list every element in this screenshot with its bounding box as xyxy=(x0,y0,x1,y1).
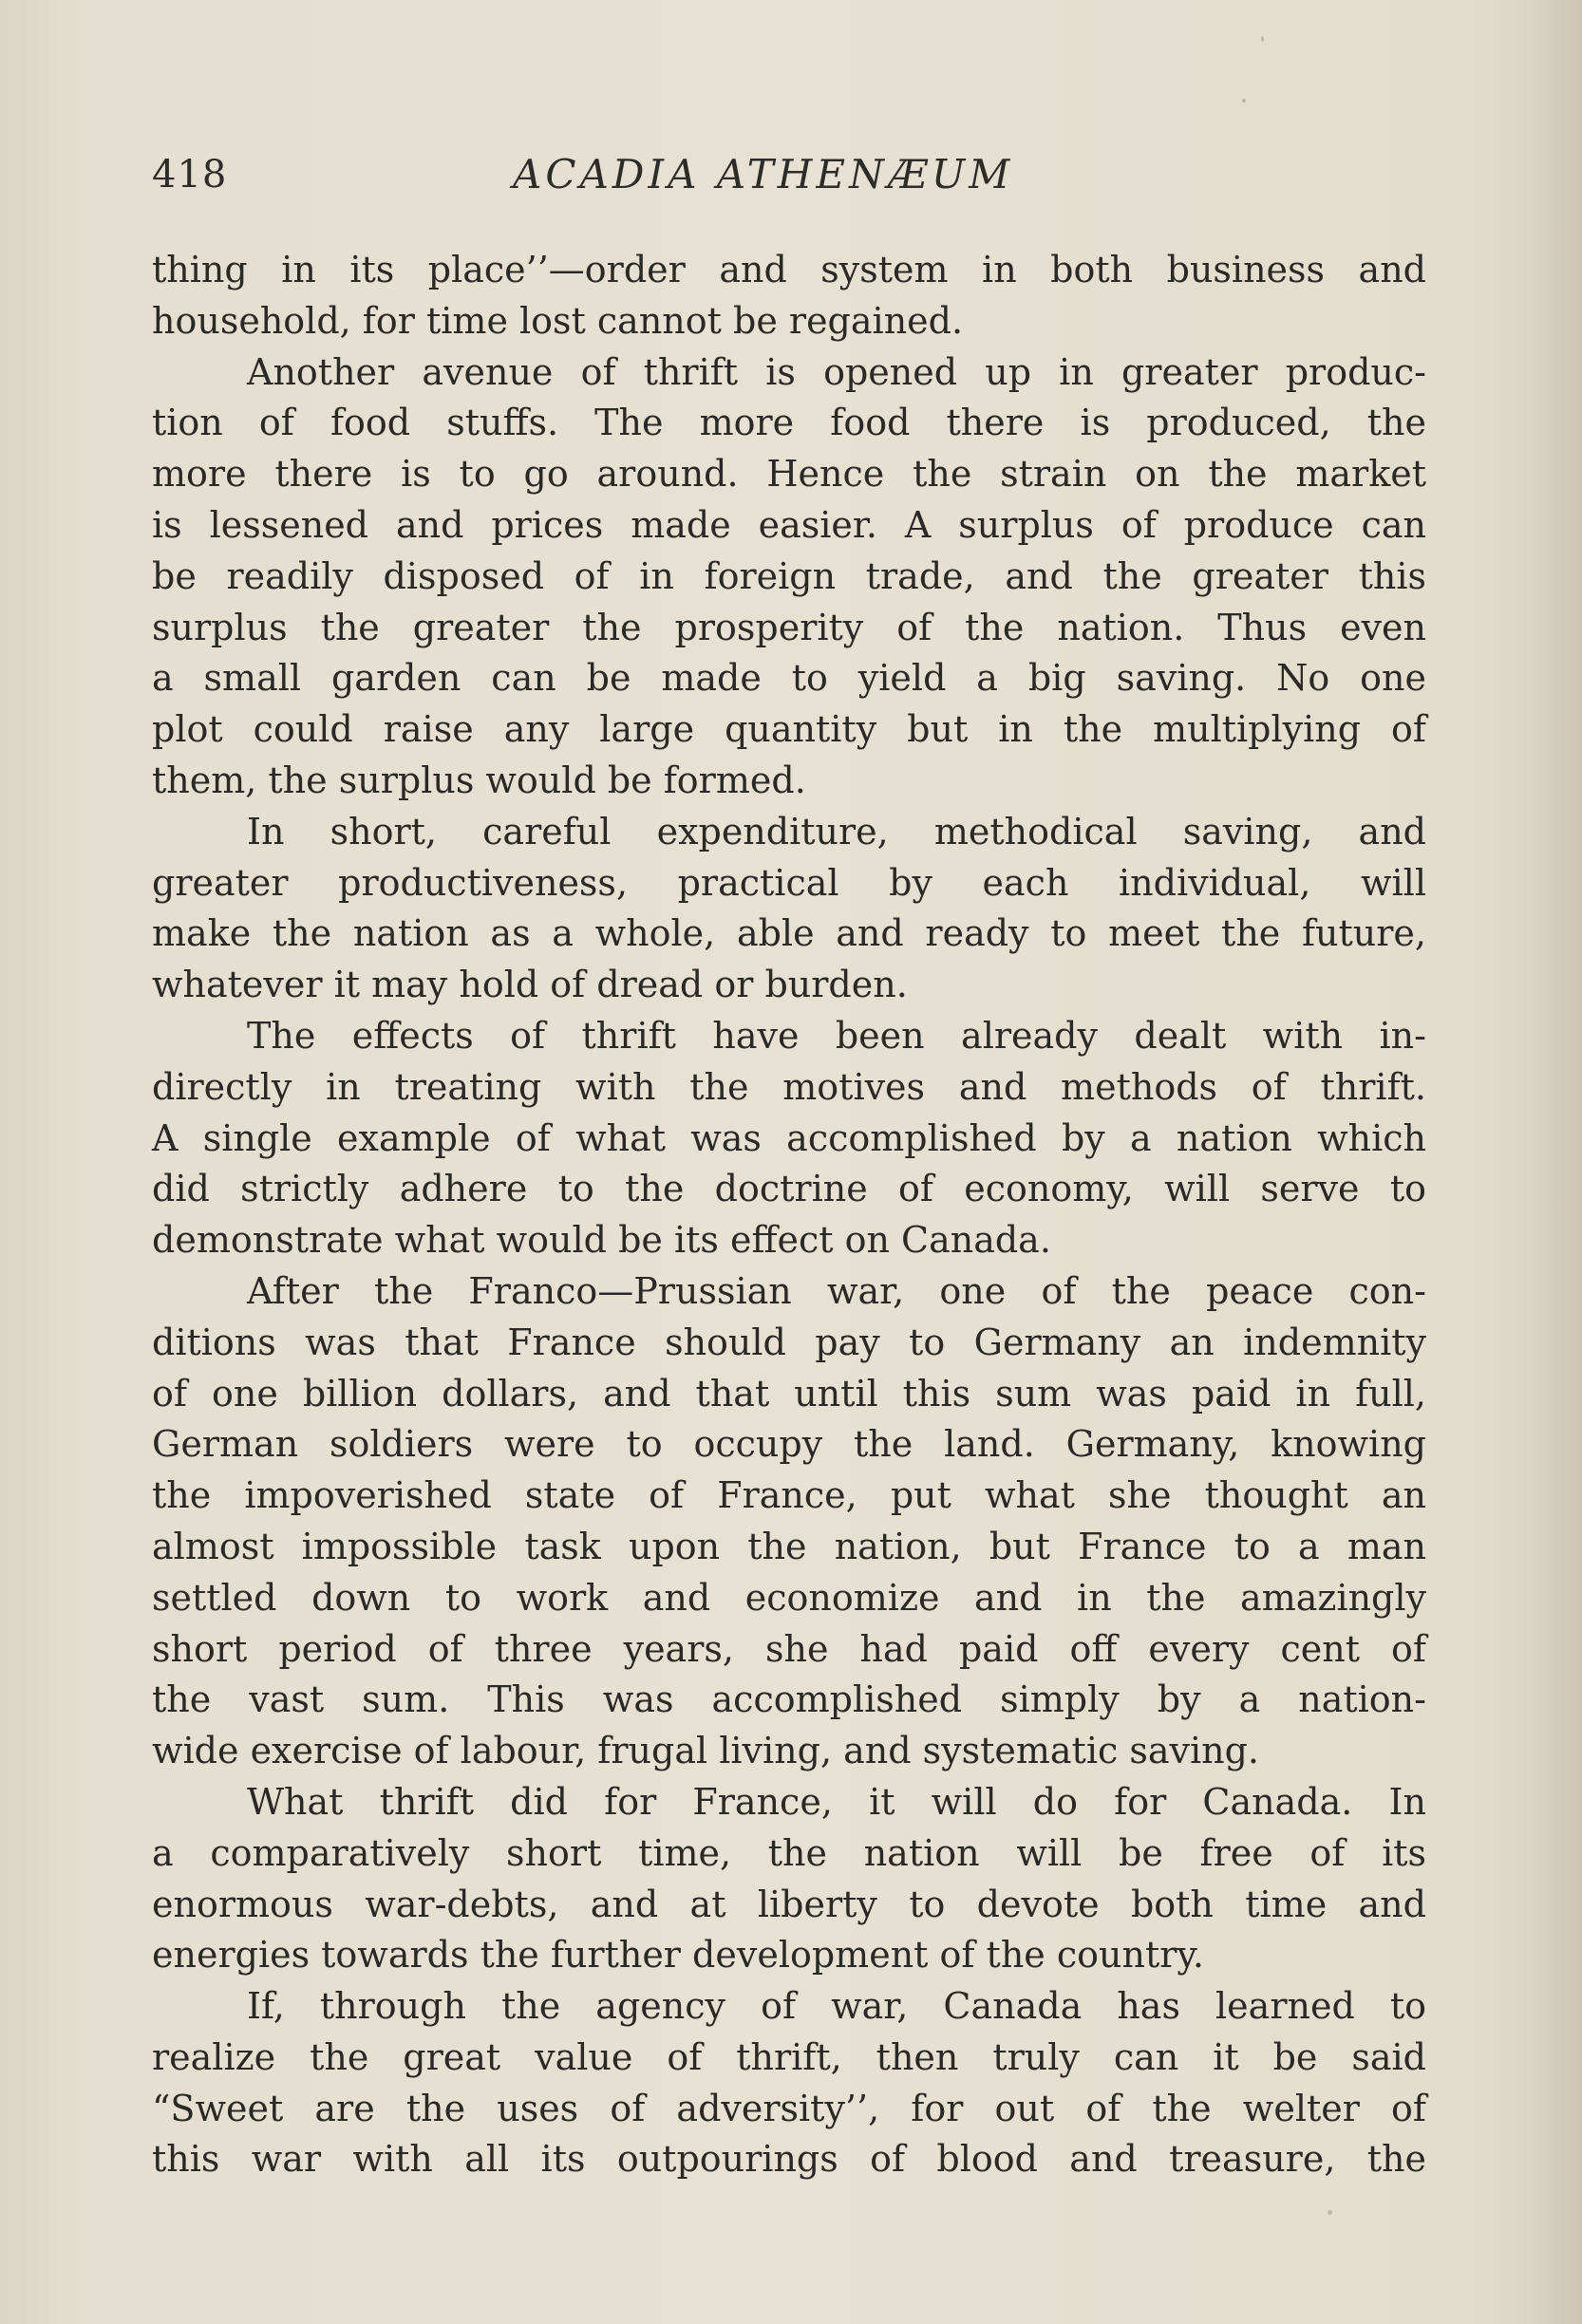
text-line: household, for time lost cannot be regained. xyxy=(152,299,964,342)
text-line: more there is to go around. Hence the strain on the market xyxy=(152,453,1426,496)
journal-title: ACADIA ATHENÆUM xyxy=(513,151,1014,197)
text-line: the vast sum. This was accomplished simply by a nation- xyxy=(152,1678,1426,1721)
text-line: tion of food stuffs. The more food there is produced, the xyxy=(152,402,1426,444)
text-line: In short, careful expenditure, methodical saving, and xyxy=(247,810,1426,853)
text-line: a comparatively short time, the nation will be free of its xyxy=(152,1831,1426,1874)
paragraph xyxy=(152,807,1426,1011)
text-line: directly in treating with the motives and methods of thrift. xyxy=(152,1065,1426,1108)
text-line: a small garden can be made to yield a big saving. No one xyxy=(152,657,1426,700)
text-line: demonstrate what would be its effect on Canada. xyxy=(152,1219,1051,1262)
text-line: be readily disposed of in foreign trade, and the greater this xyxy=(152,554,1426,597)
text-line: make the nation as a whole, able and ready to meet the future, xyxy=(152,912,1426,955)
text-line: After the Franco—Prussian war, one of the peace con- xyxy=(247,1269,1426,1312)
paper-speck xyxy=(1261,36,1264,42)
text-line: this war with all its outpourings of blood and treasure, the xyxy=(152,2138,1426,2181)
text-line: The effects of thrift have been already dealt with in- xyxy=(247,1014,1426,1057)
paragraph xyxy=(152,347,1426,807)
page-number: 418 xyxy=(152,153,228,197)
paper-speck xyxy=(1242,99,1246,103)
text-line: thing in its place’’—order and system in both business and xyxy=(152,249,1426,290)
paragraph xyxy=(152,1011,1426,1266)
running-head xyxy=(152,146,1424,203)
text-line: short period of three years, she had paid off every cent of xyxy=(152,1627,1426,1670)
text-line: whatever it may hold of dread or burden. xyxy=(152,964,908,1006)
text-line: settled down to work and economize and in the amazingly xyxy=(152,1576,1426,1619)
text-line: realize the great value of thrift, then truly can it be said xyxy=(152,2035,1426,2078)
text-line: energies towards the further development of the country. xyxy=(152,1934,1204,1977)
page-edge-shadow xyxy=(1525,0,1582,2324)
paragraph xyxy=(152,245,1426,347)
text-line: greater productiveness, practical by each individual, will xyxy=(152,861,1426,904)
text-line: of one billion dollars, and that until this sum was paid in full, xyxy=(152,1372,1426,1415)
text-line: surplus the greater the prosperity of the nation. Thus even xyxy=(152,606,1426,648)
text-line: the impoverished state of France, put what she thought an xyxy=(152,1474,1426,1517)
text-line: did strictly adhere to the doctrine of economy, will serve to xyxy=(152,1168,1426,1210)
text-line: If, through the agency of war, Canada has learned to xyxy=(247,1985,1426,2028)
text-line: “Sweet are the uses of adversity’’, for out of the welter of xyxy=(152,2087,1426,2129)
text-line: enormous war-debts, and at liberty to devote both time and xyxy=(152,1883,1426,1925)
text-line: is lessened and prices made easier. A surplus of produce can xyxy=(152,503,1426,546)
text-line: wide exercise of labour, frugal living, and systematic saving. xyxy=(152,1730,1259,1772)
text-line: A single example of what was accomplished by a nation which xyxy=(152,1116,1426,1159)
text-line: ditions was that France should pay to Germany an indemnity xyxy=(152,1321,1426,1363)
article-body xyxy=(152,245,1426,2185)
paper-speck xyxy=(1328,2210,1332,2215)
text-line: almost impossible task upon the nation, but France to a man xyxy=(152,1525,1426,1567)
paragraph xyxy=(152,1266,1426,1777)
text-line: plot could raise any large quantity but in the multiplying of xyxy=(152,708,1426,751)
text-line: Another avenue of thrift is opened up in greater produc- xyxy=(247,350,1426,393)
text-line: them, the surplus would be formed. xyxy=(152,759,806,801)
text-line: What thrift did for France, it will do for Canada. In xyxy=(247,1780,1426,1823)
paragraph xyxy=(152,1777,1426,1981)
paragraph xyxy=(152,1981,1426,2185)
text-line: German soldiers were to occupy the land. Germany, knowing xyxy=(152,1423,1426,1466)
